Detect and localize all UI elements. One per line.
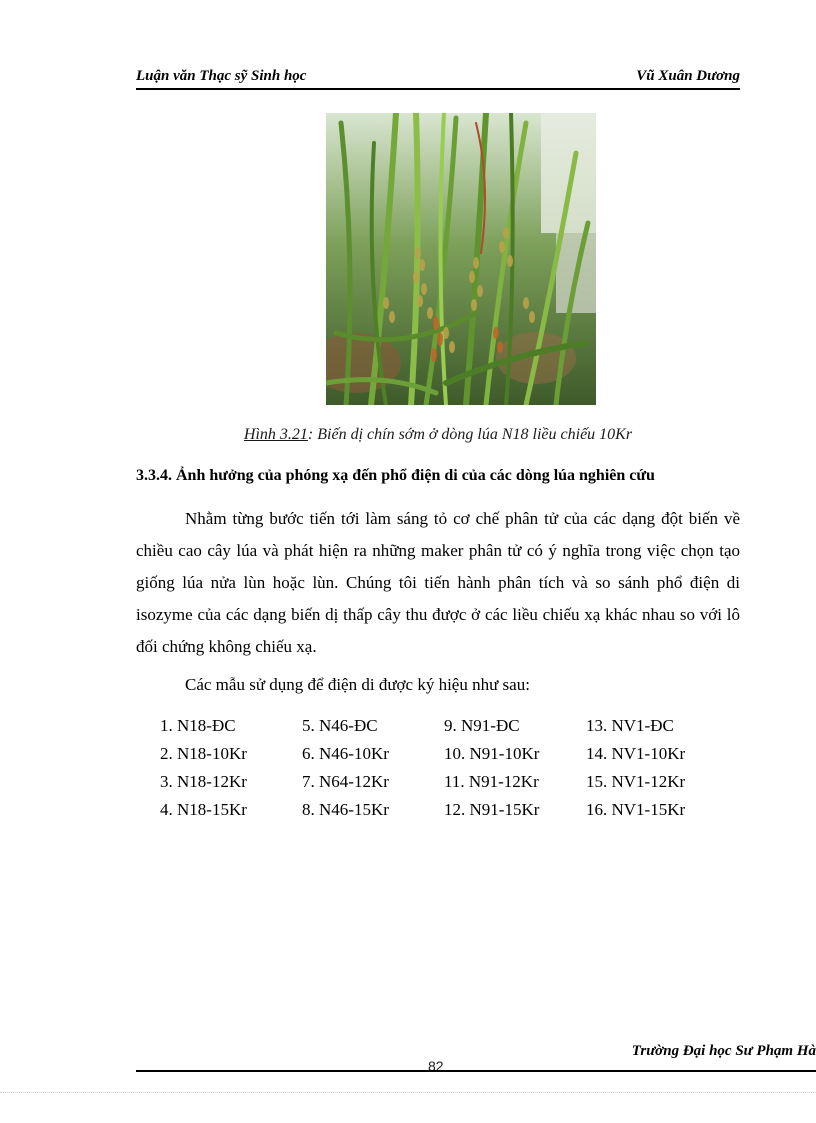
sample-item: 16. NV1-15Kr xyxy=(586,800,686,819)
figure-caption xyxy=(136,426,740,444)
sample-item: 9. N91-ĐC xyxy=(444,716,520,735)
sample-item: 4. N18-15Kr xyxy=(160,800,247,819)
figure-caption-label: Hình 3.21 xyxy=(243,426,308,443)
page-number: 82 xyxy=(428,1058,444,1074)
section-heading: 3.3.4. Ảnh hưởng của phóng xạ đến phổ điện di của các dòng lúa nghiên cứu xyxy=(136,467,655,484)
header-author: Vũ Xuân Dương xyxy=(636,68,740,84)
sample-item: 12. N91-15Kr xyxy=(444,800,540,819)
sample-item: 11. N91-12Kr xyxy=(444,772,539,791)
sample-item: 13. NV1-ĐC xyxy=(586,716,674,735)
samples-intro: Các mẫu sử dụng để điện di được ký hiệu như sau: xyxy=(185,675,530,694)
sample-item: 5. N46-ĐC xyxy=(302,716,378,735)
page-bottom-divider xyxy=(0,1092,816,1093)
sample-item: 1. N18-ĐC xyxy=(160,716,236,735)
sample-item: 7. N64-12Kr xyxy=(302,772,389,791)
figure-caption-text: : Biến dị chín sớm ở dòng lúa N18 liều chiếu 10Kr xyxy=(307,426,633,443)
footer-divider xyxy=(136,1070,816,1072)
header-thesis-title: Luận văn Thạc sỹ Sinh học xyxy=(136,68,307,84)
sample-item: 15. NV1-12Kr xyxy=(586,772,686,791)
sample-item: 8. N46-15Kr xyxy=(302,800,389,819)
body-paragraph: Nhằm từng bước tiến tới làm sáng tỏ cơ chế phân tử của các dạng đột biến về chiều cao cây lúa và phát hiện ra những maker phân tử có ý nghĩa trong việc chọn tạo giống lúa nửa lùn hoặc lùn. Chúng tôi tiến hành phân tích và so sánh phổ điện di isozyme của các dạng biến dị thấp cây thu được ở các liều chiếu xạ khác nhau so với lô đối chứng không chiếu xạ. xyxy=(136,509,740,656)
sample-item: 10. N91-10Kr xyxy=(444,744,540,763)
page-header xyxy=(136,66,740,90)
samples-list xyxy=(160,712,740,824)
sample-item: 3. N18-12Kr xyxy=(160,772,247,791)
sample-item: 14. NV1-10Kr xyxy=(586,744,686,763)
sample-item: 6. N46-10Kr xyxy=(302,744,389,763)
footer-school-name: Trường Đại học Sư Phạm Hà xyxy=(631,1043,816,1059)
rice-plant-photo xyxy=(326,113,596,405)
sample-item: 2. N18-10Kr xyxy=(160,744,247,763)
